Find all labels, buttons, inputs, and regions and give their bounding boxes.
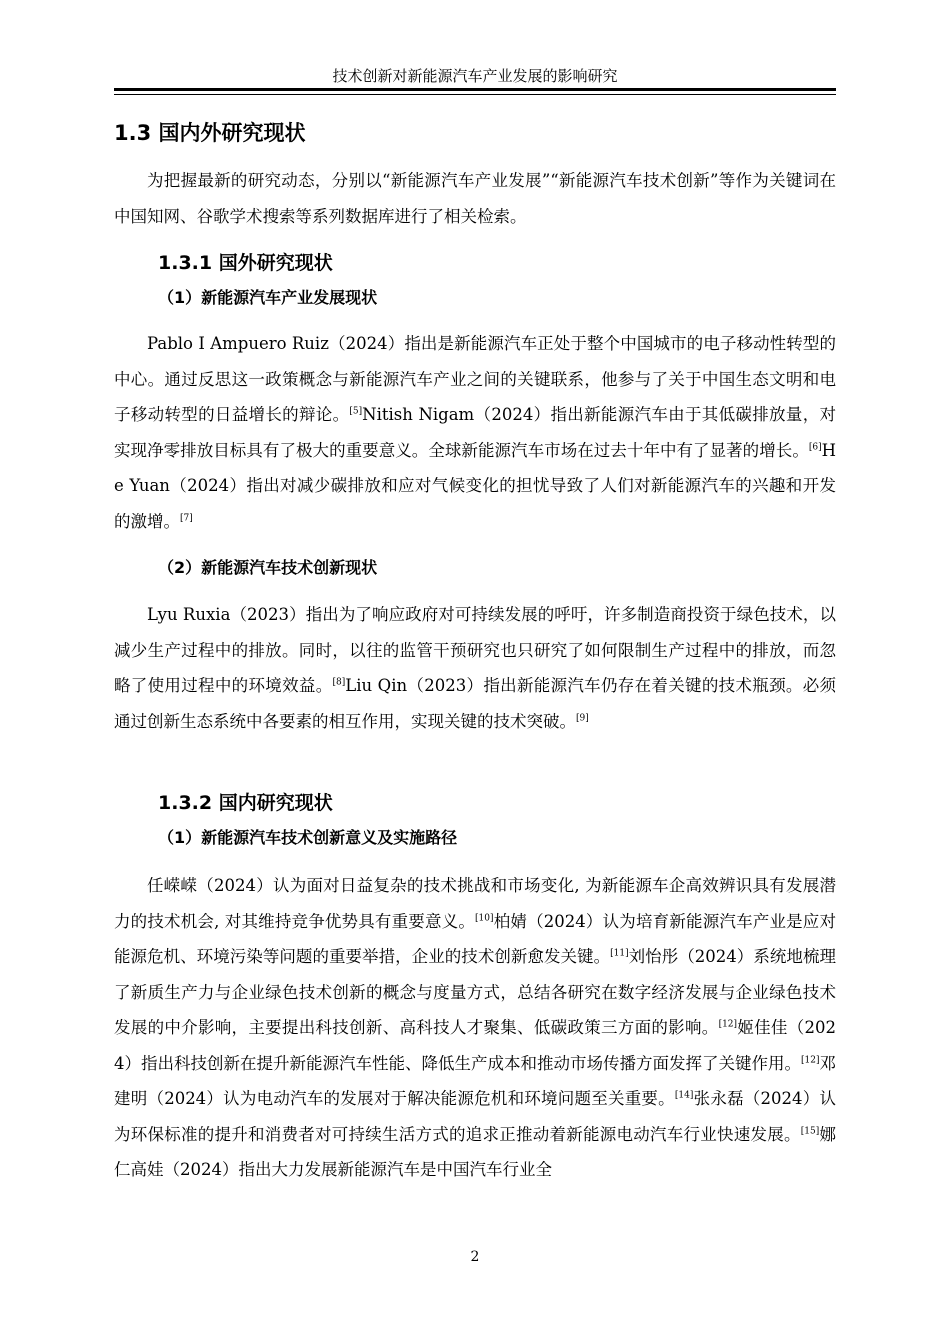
intro-paragraph [114, 163, 836, 234]
page-number: 2 [470, 1249, 480, 1265]
section-heading: 1.3 国内外研究现状 [114, 121, 306, 145]
citation: [14] [674, 1090, 694, 1101]
domestic-sub1-paragraph [114, 868, 836, 1188]
paragraph-text: 姬佳佳（2024）指出科技创新在提升新能源汽车性能、降低生产成本和推动市场传播方面发挥了关键作用。 [114, 1018, 837, 1073]
paragraph-text: 邓建明（2024）认为电动汽车的发展对于解决能源危机和环境问题至关重要。 [114, 1053, 837, 1108]
header-rule-thin [114, 94, 836, 95]
citation: [12] [718, 1019, 738, 1030]
paragraph-text: 柏婧（2024）认为培育新能源汽车产业是应对能源危机、环境污染等问题的重要举措，企业的技术创新愈发关键。 [114, 911, 836, 966]
citation: [9] [576, 713, 589, 723]
citation: [15] [800, 1126, 820, 1136]
citation: [11] [610, 948, 629, 959]
foreign-sub2-heading: （2）新能源汽车技术创新现状 [158, 558, 378, 577]
paragraph-text: 刘怡彤（2024）系统地梳理了新质生产力与企业绿色技术创新的概念与度量方式，总结各研究在数字经济发展与企业绿色技术发展的中介影响，主要提出科技创新、高科技人才聚集、低碳政策三方面的影响。 [114, 947, 836, 1037]
running-header: 技术创新对新能源汽车产业发展的影响研究 [332, 67, 618, 85]
paragraph-text: Liu Qin（2023）指出新能源汽车仍存在着关键的技术瓶颈。必须通过创新生态系统中各要素的相互作用，实现关键的技术突破。 [114, 676, 837, 731]
citation: [5] [349, 406, 363, 417]
paragraph-text: 任嵘嵘（2024）认为面对日益复杂的技术挑战和市场变化, 为新能源车企高效辨识具有发展潜力的技术机会, 对其维持竞争优势具有重要意义。 [114, 876, 836, 931]
paragraph-text: Lyu Ruxia（2023）指出为了响应政府对可持续发展的呼吁，许多制造商投资于绿色技术，以减少生产过程中的排放。同时，以往的监管干预研究也只研究了如何限制生产过程中的排放，而忽略了使用过程中的环境效益。 [114, 605, 836, 695]
foreign-sub2-paragraph [114, 597, 836, 739]
paragraph-text: 娜仁高娃（2024）指出大力发展新能源汽车是中国汽车行业全 [114, 1124, 837, 1179]
paragraph-text: He Yuan（2024）指出对减少碳排放和应对气候变化的担忧导致了人们对新能源汽车的兴趣和开发的激增。 [114, 440, 836, 531]
domestic-sub1-heading: （1）新能源汽车技术创新意义及实施路径 [158, 828, 458, 847]
foreign-sub1-paragraph [114, 326, 836, 539]
citation: [7] [180, 513, 193, 523]
citation: [12] [801, 1055, 820, 1065]
citation: [6] [808, 442, 822, 452]
paragraph-text: Nitish Nigam（2024）指出新能源汽车由于其低碳排放量，对实现净零排放目标具有了极大的重要意义。全球新能源汽车市场在过去十年中有了显著的增长。 [114, 405, 837, 460]
domestic-heading: 1.3.2 国内研究现状 [158, 792, 333, 814]
intro-text: 为把握最新的研究动态，分别以“新能源汽车产业发展”“新能源汽车技术创新”等作为关键词在中国知网、谷歌学术搜索等系列数据库进行了相关检索。 [114, 171, 836, 226]
foreign-sub1-heading: （1）新能源汽车产业发展现状 [158, 288, 378, 307]
paragraph-text: 张永磊（2024）认为环保标准的提升和消费者对可持续生活方式的追求正推动着新能源电动汽车行业快速发展。 [114, 1089, 836, 1144]
paragraph-text: Pablo I Ampuero Ruiz（2024）指出是新能源汽车正处于整个中国城市的电子移动性转型的中心。通过反思这一政策概念与新能源汽车产业之间的关键联系，他参与了关于中国生态文明和电子移动转型的日益增长的辩论。 [114, 334, 836, 424]
header-rule-thick [114, 88, 836, 91]
citation: [10] [475, 913, 494, 923]
foreign-heading: 1.3.1 国外研究现状 [158, 252, 333, 274]
citation: [8] [332, 677, 346, 688]
